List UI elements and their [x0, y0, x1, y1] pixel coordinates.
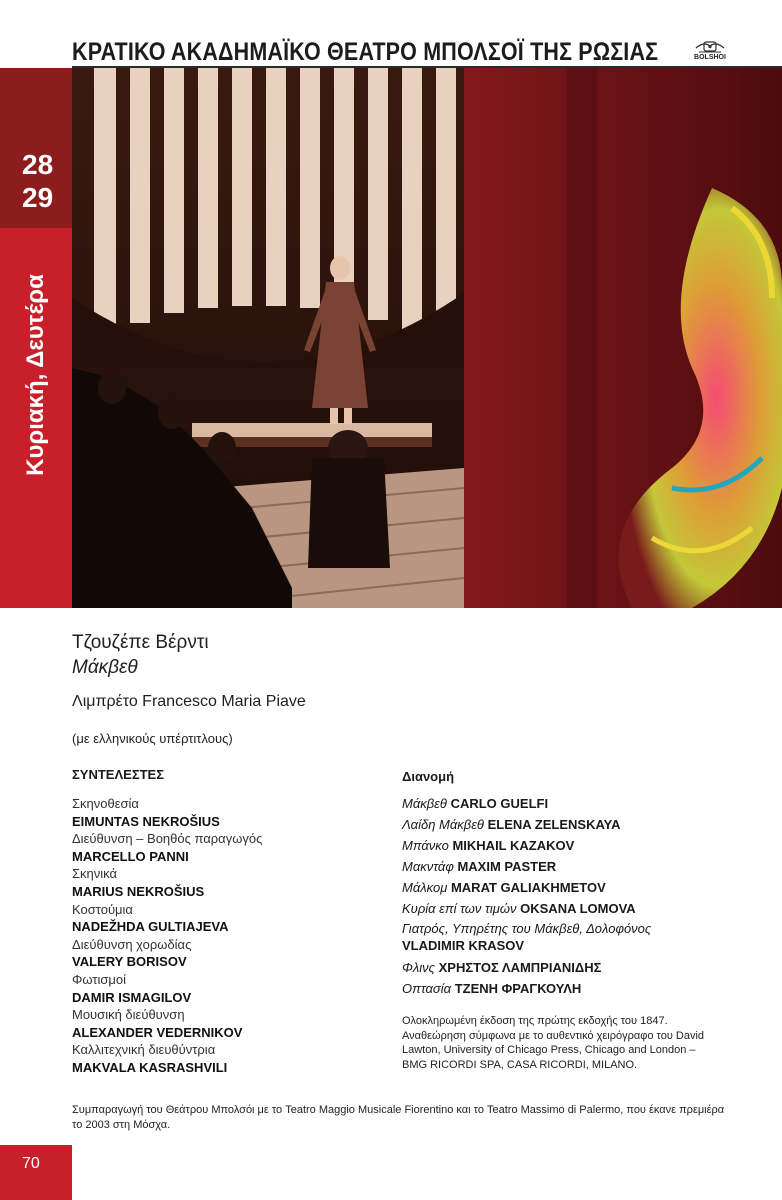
credit-role: Κοστούμια [72, 901, 133, 917]
cast-item [402, 921, 732, 954]
credit-name: NADEŽHDA GULTIAJEVA [72, 919, 229, 935]
cast-role: Κυρία επί των τιμών [402, 901, 517, 916]
credit-item [72, 936, 372, 971]
credit-role: Φωτισμοί [72, 971, 126, 987]
credit-item [72, 1006, 372, 1041]
performance-days: Κυριακή, Δευτέρα [22, 274, 49, 476]
cast-role: Μακντάφ [402, 859, 454, 874]
date-second: 29 [22, 182, 54, 213]
subtitles-note: (με ελληνικούς υπέρτιτλους) [72, 731, 233, 746]
cast-role: Φλινς [402, 960, 435, 975]
credit-role: Διεύθυνση χορωδίας [72, 936, 192, 952]
credit-role: Σκηνικά [72, 866, 118, 882]
cast-role: Μάκβεθ [402, 796, 447, 811]
cast-name: CARLO GUELFI [450, 796, 549, 811]
cast-name: ΤΖΕΝΗ ΦΡΑΓΚΟΥΛΗ [454, 981, 582, 996]
credit-item [72, 865, 372, 900]
cast-name: MARAT GALIAKHMETOV [450, 880, 606, 895]
credit-item [72, 795, 372, 830]
libretto-credit: Λιμπρέτο Francesco Maria Piave [72, 693, 306, 710]
cast-item [402, 978, 732, 999]
cast-item [402, 856, 732, 877]
coproduction-note: Συμπαραγωγή του Θεάτρου Μπολσόι με το Teatro Maggio Musicale Fiorentino και το Teatro Massimo di Palermo, που έκανε πρεμιέρα το 2003 στη Μόσχα. [72, 1104, 725, 1131]
cast-item [402, 814, 732, 835]
cast-name: ELENA ZELENSKAYA [487, 817, 621, 832]
cast-role: Γιατρός, Υπηρέτης του Μάκβεθ, Δολοφόνος [402, 921, 652, 936]
credit-name: VALERY BORISOV [72, 954, 187, 970]
cast-list [402, 793, 732, 999]
credit-item [72, 1041, 372, 1076]
cast-item [402, 877, 732, 898]
cast-item [402, 835, 732, 856]
credit-name: MARIUS NEKROŠIUS [72, 883, 205, 899]
credits-heading: ΣΥΝΤΕΛΕΣΤΕΣ [72, 767, 165, 782]
page-number: 70 [22, 1155, 40, 1172]
credit-name: MARCELLO PANNI [72, 848, 189, 864]
credit-name: ALEXANDER VEDERNIKOV [72, 1024, 243, 1040]
cast-role: Λαίδη Μάκβεθ [402, 817, 484, 832]
date-first: 28 [22, 149, 54, 180]
stage-scene-illustration [72, 68, 782, 608]
credit-item [72, 971, 372, 1006]
credit-item [72, 830, 372, 865]
credit-name: MAKVALA KASRASHVILI [72, 1059, 228, 1075]
edition-note: Ολοκληρωμένη έκδοση της πρώτης εκδοχής του 1847. Αναθεώρηση σύμφωνα με το αυθεντικό χειρόγραφο του David Lawton, University of Chicago Press, Chicago and London – BMG RICORDI SPA, CASA RICORDI, MILANO. [402, 1015, 705, 1071]
bolshoi-logo [693, 40, 727, 66]
performance-dates [22, 148, 72, 214]
header-title: ΚΡΑΤΙΚΟ ΑΚΑΔΗΜΑΪΚΟ ΘΕΑΤΡΟ ΜΠΟΛΣΟΪ ΤΗΣ ΡΩΣΙΑΣ [72, 38, 659, 66]
cast-name: MAXIM PASTER [457, 859, 557, 874]
cast-name: OKSANA LOMOVA [520, 901, 636, 916]
credit-item [72, 901, 372, 936]
opera-title: Μάκβεθ [72, 657, 138, 678]
cast-name: MIKHAIL KAZAKOV [452, 838, 575, 853]
cast-role: Μπάνκο [402, 838, 449, 853]
credits-list [72, 795, 372, 1077]
credit-role: Σκηνοθεσία [72, 796, 139, 811]
logo-wordmark: BOLSHOI [694, 54, 726, 61]
cast-heading: Διανομή [402, 769, 455, 784]
cast-item [402, 898, 732, 919]
cast-role: Μάλκομ [402, 880, 448, 895]
cast-role: Οπτασία [402, 981, 452, 996]
cast-item [402, 793, 732, 814]
credit-role: Μουσική διεύθυνση [72, 1007, 185, 1023]
credit-name: DAMIR ISMAGILOV [72, 989, 192, 1005]
credit-role: Καλλιτεχνική διευθύντρια [72, 1042, 216, 1058]
cast-name: VLADIMIR KRASOV [402, 937, 525, 953]
cast-item [402, 957, 732, 978]
credit-name: EIMUNTAS NEKROŠIUS [72, 813, 220, 829]
credit-role: Διεύθυνση – Βοηθός παραγωγός [72, 831, 263, 847]
composer-name: Τζουζέπε Βέρντι [72, 632, 209, 653]
production-photo [72, 68, 782, 608]
cast-name: ΧΡΗΣΤΟΣ ΛΑΜΠΡΙΑΝΙΔΗΣ [438, 960, 602, 975]
